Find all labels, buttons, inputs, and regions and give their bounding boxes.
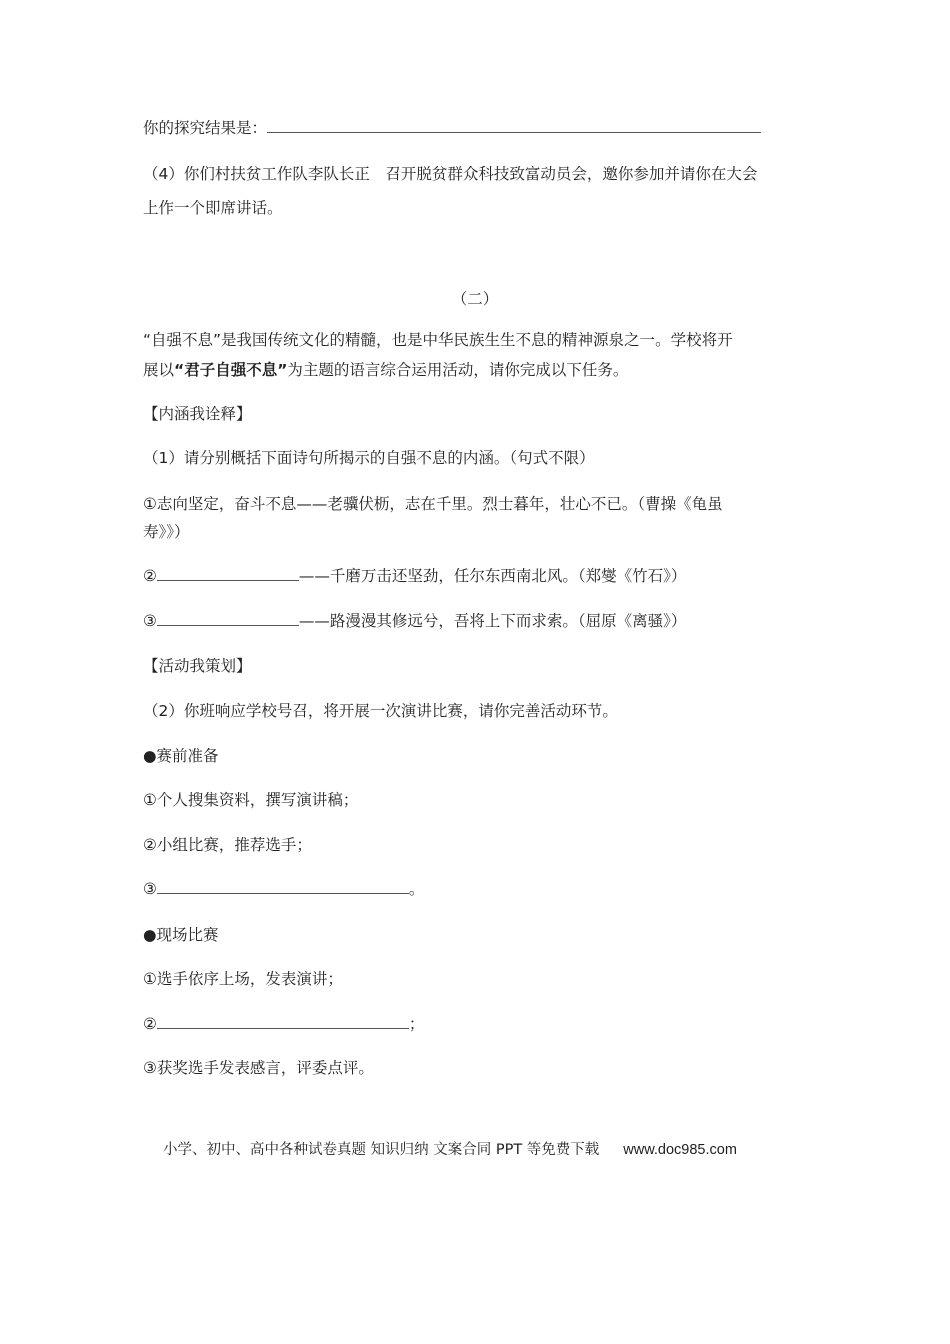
stage-1-item-2: ②小组比赛，推荐选手； [143,836,312,854]
stage-1-item-1: ①个人搜集资料，撰写演讲稿； [143,791,359,809]
stage-1-item-3 [143,879,424,899]
question-4-line-1: （4）你们村扶贫工作队李队长正 召开脱贫群众科技致富动员会，邀你参加并请你在大会 [143,165,758,183]
stage-1-item-3-number: ③ [143,880,157,898]
stage-2-item-2-end: ； [408,1015,425,1033]
result-line [143,118,761,138]
q1-item-3-number: ③ [143,612,157,630]
intro-prefix: 展以 [143,361,175,379]
q1-item-3 [143,611,686,631]
theme-title: “君子自强不息” [174,361,288,379]
part-2-title: 【活动我策划】 [143,657,252,675]
intro-line-2 [143,360,628,380]
q1-item-3-blank[interactable] [157,611,299,626]
question-1: （1）请分别概括下面诗句所揭示的自强不息的内涵。（句式不限） [143,449,595,467]
footer-link[interactable]: www.doc985.com [623,1142,737,1158]
stage-2-item-3: ③获奖选手发表感言，评委点评。 [143,1059,374,1077]
stage-1-item-3-blank[interactable] [157,879,409,894]
result-label: 你的探究结果是： [143,119,268,137]
stage-1-title: ●赛前准备 [143,747,219,765]
stage-2-title: ●现场比赛 [143,926,219,944]
footer-text: 小学、初中、高中各种试卷真题 知识归纳 文案合同 PPT 等免费下载 [163,1142,600,1158]
intro-suffix: 为主题的语言综合运用活动，请你完成以下任务。 [287,361,629,379]
stage-1-item-3-end: 。 [408,880,425,898]
part-1-title: 【内涵我诠释】 [143,405,252,423]
page-footer [163,1138,737,1159]
stage-2-item-2-blank[interactable] [157,1014,409,1029]
q1-item-2 [143,566,686,586]
section-heading: （二） [451,290,499,308]
q1-item-2-blank[interactable] [157,566,299,581]
q1-item-2-number: ② [143,567,157,585]
stage-2-item-2-number: ② [143,1015,157,1033]
q1-item-3-text: ——路漫漫其修远兮，吾将上下而求索。（屈原《离骚》） [298,612,687,630]
result-answer-blank[interactable] [267,118,761,133]
intro-line-1: “自强不息”是我国传统文化的精髓，也是中华民族生生不息的精神源泉之一。学校将开 [143,331,733,349]
question-4-line-2: 上作一个即席讲话。 [143,199,283,217]
q1-item-2-text: ——千磨万击还坚劲，任尔东西南北风。（郑燮《竹石》） [298,567,687,585]
question-2: （2）你班响应学校号召，将开展一次演讲比赛，请你完善活动环节。 [143,702,618,720]
q1-item-1-line-2: 寿》》） [143,523,190,541]
q1-item-1-line-1: ①志向坚定，奋斗不息——老骥伏枥，志在千里。烈士暮年，壮心不已。（曹操《龟虽 [143,495,723,513]
stage-2-item-1: ①选手依序上场，发表演讲； [143,970,343,988]
stage-2-item-2 [143,1014,424,1034]
